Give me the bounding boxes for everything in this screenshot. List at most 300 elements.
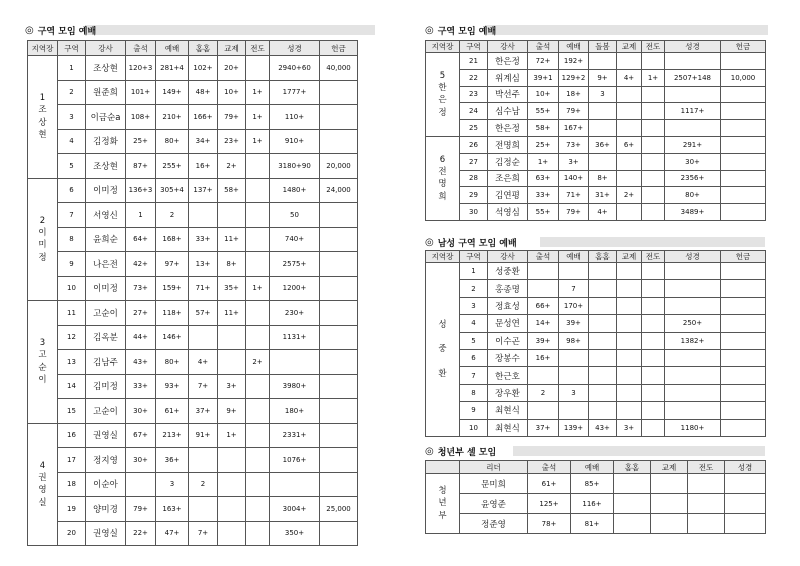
data-cell [218, 521, 246, 546]
data-cell: 27+ [126, 301, 156, 326]
data-cell [617, 263, 642, 280]
column-header: 돌봄 [589, 41, 617, 53]
data-cell [189, 448, 218, 473]
data-cell: 102+ [189, 56, 218, 81]
data-cell: 4 [460, 315, 488, 332]
data-cell [246, 497, 270, 522]
data-cell: 91+ [189, 423, 218, 448]
data-cell: 22 [460, 69, 488, 86]
data-cell: 17 [58, 448, 86, 473]
data-cell [189, 203, 218, 228]
data-cell: 67+ [126, 423, 156, 448]
data-cell: 3 [58, 105, 86, 130]
name-cell: 양미경 [86, 497, 126, 522]
data-cell: 10,000 [721, 69, 766, 86]
column-header: 강사 [488, 251, 528, 263]
group-label-char: 명 [438, 179, 447, 190]
data-cell [665, 349, 721, 366]
table-row [28, 423, 358, 448]
table-row [28, 276, 358, 301]
data-cell [218, 472, 246, 497]
data-cell [320, 227, 358, 252]
data-cell: 39+1 [528, 69, 559, 86]
data-cell [218, 350, 246, 375]
data-cell [614, 474, 651, 494]
data-cell: 44+ [126, 325, 156, 350]
data-cell: 43+ [126, 350, 156, 375]
group-label-char: 이 [38, 375, 47, 386]
data-cell: 47+ [156, 521, 189, 546]
column-header: 전도 [642, 41, 665, 53]
data-cell [642, 419, 665, 436]
data-cell: 1180+ [665, 419, 721, 436]
data-cell: 2 [460, 280, 488, 297]
group-label-char: 미 [38, 240, 47, 251]
data-cell: 213+ [156, 423, 189, 448]
data-cell [589, 153, 617, 170]
table-row [426, 384, 766, 401]
data-cell: 3980+ [270, 374, 320, 399]
data-cell: 16+ [528, 349, 559, 366]
name-cell: 박선주 [488, 86, 528, 103]
data-cell: 3 [589, 86, 617, 103]
data-cell: 2331+ [270, 423, 320, 448]
data-cell: 93+ [156, 374, 189, 399]
data-cell [589, 53, 617, 70]
table-row [426, 86, 766, 103]
name-cell: 성중환 [488, 263, 528, 280]
data-cell: 14+ [528, 315, 559, 332]
data-cell [320, 301, 358, 326]
column-header: 홈홈 [614, 461, 651, 474]
group-label-char: 은 [438, 95, 447, 106]
name-cell: 장우환 [488, 384, 528, 401]
data-cell [642, 120, 665, 137]
data-cell: 10+ [528, 86, 559, 103]
data-cell: 66+ [528, 297, 559, 314]
data-cell: 250+ [665, 315, 721, 332]
data-cell: 30 [460, 204, 488, 221]
column-header: 예배 [571, 461, 614, 474]
data-cell [246, 154, 270, 179]
section-title-text: 청년부 셀 모임 [437, 447, 497, 458]
right-top-section-title [425, 23, 765, 37]
group-label-char: 현 [38, 130, 47, 141]
data-cell: 37+ [528, 419, 559, 436]
data-cell [246, 448, 270, 473]
data-cell: 4 [58, 129, 86, 154]
data-cell [642, 86, 665, 103]
data-cell [721, 297, 766, 314]
data-cell [721, 136, 766, 153]
name-cell: 이수곤 [488, 332, 528, 349]
data-cell [725, 514, 766, 534]
data-cell [665, 53, 721, 70]
group-label-char: 한 [438, 83, 447, 94]
data-cell: 6 [58, 178, 86, 203]
left-table [27, 40, 358, 546]
data-cell [559, 263, 589, 280]
data-cell [528, 263, 559, 280]
title-bar [85, 25, 375, 35]
data-cell: 170+ [559, 297, 589, 314]
group-label-cell [426, 53, 460, 137]
data-cell: 81+ [571, 514, 614, 534]
data-cell [721, 384, 766, 401]
data-cell [246, 472, 270, 497]
data-cell: 4+ [589, 204, 617, 221]
data-cell [270, 472, 320, 497]
right-top-table [425, 40, 766, 221]
column-header: 성경 [665, 251, 721, 263]
data-cell: 1131+ [270, 325, 320, 350]
data-cell: 3004+ [270, 497, 320, 522]
group-label-char: 희 [438, 191, 447, 202]
data-cell: 1+ [528, 153, 559, 170]
name-cell: 김정화 [86, 129, 126, 154]
data-cell [642, 367, 665, 384]
data-cell [721, 367, 766, 384]
data-cell: 11 [58, 301, 86, 326]
table-row [426, 297, 766, 314]
name-cell: 이순아 [86, 472, 126, 497]
name-cell: 조상현 [86, 56, 126, 81]
right-mid-table [425, 250, 766, 437]
data-cell: 125+ [528, 494, 571, 514]
name-cell: 정효성 [488, 297, 528, 314]
data-cell [665, 120, 721, 137]
data-cell: 1200+ [270, 276, 320, 301]
data-cell: 1480+ [270, 178, 320, 203]
table-row [426, 69, 766, 86]
data-cell: 40,000 [320, 56, 358, 81]
data-cell: 7 [58, 203, 86, 228]
data-cell [665, 402, 721, 419]
data-cell: 4+ [189, 350, 218, 375]
group-label-char: 환 [438, 368, 447, 379]
data-cell: 2+ [218, 154, 246, 179]
table-row [28, 325, 358, 350]
data-cell: 2 [156, 203, 189, 228]
data-cell [642, 136, 665, 153]
data-cell [589, 120, 617, 137]
name-cell: 이금순a [86, 105, 126, 130]
column-header: 출석 [126, 41, 156, 56]
data-cell: 79+ [559, 103, 589, 120]
data-cell: 21 [460, 53, 488, 70]
table-row [28, 80, 358, 105]
data-cell [270, 350, 320, 375]
data-cell: 350+ [270, 521, 320, 546]
table-row [426, 136, 766, 153]
column-header: 지역장 [28, 41, 58, 56]
column-header: 홈홈 [589, 251, 617, 263]
data-cell [721, 315, 766, 332]
section-title-text: 구역 모임 예배 [37, 26, 97, 37]
group-label-cell [28, 178, 58, 301]
group-label-char: 부 [438, 510, 447, 521]
data-cell: 79+ [559, 204, 589, 221]
data-cell [218, 203, 246, 228]
column-header: 전도 [246, 41, 270, 56]
group-label-char: 청 [438, 486, 447, 497]
data-cell: 58+ [528, 120, 559, 137]
data-cell: 2+ [617, 187, 642, 204]
data-cell [721, 187, 766, 204]
data-cell: 64+ [126, 227, 156, 252]
column-header: 예배 [559, 251, 589, 263]
data-cell: 1382+ [665, 332, 721, 349]
group-label-char: 3 [39, 338, 46, 349]
name-cell: 이미정 [86, 178, 126, 203]
group-label-cell [426, 474, 460, 534]
data-cell: 34+ [189, 129, 218, 154]
data-cell [614, 494, 651, 514]
column-header: 교제 [617, 251, 642, 263]
data-cell [721, 170, 766, 187]
table-row [426, 187, 766, 204]
data-cell: 61+ [528, 474, 571, 494]
data-cell: 33+ [126, 374, 156, 399]
name-cell: 원준희 [86, 80, 126, 105]
name-cell: 김미정 [86, 374, 126, 399]
data-cell [320, 399, 358, 424]
data-cell: 9+ [589, 69, 617, 86]
data-cell: 48+ [189, 80, 218, 105]
data-cell [642, 204, 665, 221]
data-cell [642, 153, 665, 170]
data-cell [246, 301, 270, 326]
data-cell [721, 120, 766, 137]
data-cell: 5 [460, 332, 488, 349]
data-cell: 1+ [246, 80, 270, 105]
column-header: 강사 [86, 41, 126, 56]
data-cell: 101+ [126, 80, 156, 105]
data-cell [665, 263, 721, 280]
name-cell: 고순이 [86, 301, 126, 326]
data-cell: 1 [58, 56, 86, 81]
data-cell [665, 297, 721, 314]
table-row [28, 497, 358, 522]
data-cell [218, 448, 246, 473]
column-header: 예배 [156, 41, 189, 56]
data-cell [320, 80, 358, 105]
data-cell: 9 [460, 402, 488, 419]
data-cell: 1 [460, 263, 488, 280]
column-header: 전도 [688, 461, 725, 474]
data-cell [617, 349, 642, 366]
data-cell: 7+ [189, 374, 218, 399]
data-cell: 140+ [559, 170, 589, 187]
table-row [28, 301, 358, 326]
data-cell: 1777+ [270, 80, 320, 105]
double-circle-icon: ◎ [25, 24, 34, 36]
right-bot-table [425, 460, 766, 534]
data-cell: 291+ [665, 136, 721, 153]
name-cell: 윤영준 [460, 494, 528, 514]
header-row [426, 251, 766, 263]
data-cell: 23 [460, 86, 488, 103]
data-cell: 10 [58, 276, 86, 301]
name-cell: 위계심 [488, 69, 528, 86]
data-cell: 87+ [126, 154, 156, 179]
data-cell [589, 263, 617, 280]
name-cell: 김연평 [488, 187, 528, 204]
column-header: 지역장 [426, 251, 460, 263]
data-cell: 8 [58, 227, 86, 252]
data-cell: 72+ [528, 53, 559, 70]
data-cell: 42+ [126, 252, 156, 277]
data-cell: 4+ [617, 69, 642, 86]
table-row [426, 514, 766, 534]
group-label-char: 2 [39, 215, 46, 226]
data-cell [721, 263, 766, 280]
column-header: 헌금 [721, 41, 766, 53]
data-cell: 33+ [189, 227, 218, 252]
data-cell: 63+ [528, 170, 559, 187]
table-row [28, 252, 358, 277]
name-cell: 조상현 [86, 154, 126, 179]
data-cell [589, 332, 617, 349]
data-cell: 14 [58, 374, 86, 399]
data-cell [617, 103, 642, 120]
data-cell [246, 227, 270, 252]
data-cell [246, 178, 270, 203]
table-row [426, 120, 766, 137]
data-cell [528, 402, 559, 419]
data-cell: 22+ [126, 521, 156, 546]
table-row [28, 178, 358, 203]
data-cell: 10+ [218, 80, 246, 105]
data-cell: 1+ [246, 105, 270, 130]
data-cell: 7 [559, 280, 589, 297]
name-cell: 한은정 [488, 120, 528, 137]
data-cell [617, 53, 642, 70]
data-cell: 149+ [156, 80, 189, 105]
data-cell [721, 419, 766, 436]
group-label-cell [426, 136, 460, 220]
data-cell: 58+ [218, 178, 246, 203]
data-cell [617, 402, 642, 419]
data-cell: 73+ [559, 136, 589, 153]
data-cell: 25+ [126, 129, 156, 154]
data-cell: 79+ [218, 105, 246, 130]
data-cell [246, 56, 270, 81]
table-row [426, 153, 766, 170]
data-cell: 129+2 [559, 69, 589, 86]
table-row [28, 129, 358, 154]
table-row [28, 521, 358, 546]
data-cell: 1076+ [270, 448, 320, 473]
column-header: 출석 [528, 41, 559, 53]
data-cell: 8+ [218, 252, 246, 277]
data-cell: 3+ [559, 153, 589, 170]
data-cell: 3 [460, 297, 488, 314]
table-row [426, 170, 766, 187]
name-cell: 권영실 [86, 521, 126, 546]
data-cell: 167+ [559, 120, 589, 137]
right-mid-section-title [425, 235, 765, 249]
data-cell: 1 [126, 203, 156, 228]
table-row [426, 349, 766, 366]
data-cell: 136+3 [126, 178, 156, 203]
data-cell [617, 204, 642, 221]
data-cell: 1+ [642, 69, 665, 86]
data-cell: 2 [189, 472, 218, 497]
data-cell: 26 [460, 136, 488, 153]
data-cell: 2+ [246, 350, 270, 375]
data-cell: 29 [460, 187, 488, 204]
data-cell [665, 280, 721, 297]
data-cell [617, 120, 642, 137]
data-cell: 43+ [589, 419, 617, 436]
data-cell: 33+ [528, 187, 559, 204]
data-cell [665, 384, 721, 401]
data-cell [665, 367, 721, 384]
name-cell: 최현식 [488, 419, 528, 436]
group-label-char: 정 [438, 107, 447, 118]
data-cell: 118+ [156, 301, 189, 326]
name-cell: 김옥분 [86, 325, 126, 350]
data-cell: 85+ [571, 474, 614, 494]
data-cell: 8+ [589, 170, 617, 187]
data-cell: 11+ [218, 301, 246, 326]
data-cell [651, 474, 688, 494]
data-cell [218, 497, 246, 522]
data-cell [589, 349, 617, 366]
data-cell [320, 276, 358, 301]
data-cell: 137+ [189, 178, 218, 203]
data-cell [617, 367, 642, 384]
data-cell: 2356+ [665, 170, 721, 187]
column-header: 구역 [460, 41, 488, 53]
table-row [426, 474, 766, 494]
data-cell [721, 349, 766, 366]
title-bar [485, 25, 768, 35]
data-cell [589, 103, 617, 120]
group-label-char: 고 [38, 350, 47, 361]
data-cell [320, 448, 358, 473]
column-header: 헌금 [721, 251, 766, 263]
data-cell [642, 332, 665, 349]
data-cell: 1+ [218, 423, 246, 448]
data-cell: 30+ [126, 399, 156, 424]
data-cell [688, 474, 725, 494]
data-cell: 10 [460, 419, 488, 436]
left-section-title [25, 23, 355, 37]
column-header: 리더 [460, 461, 528, 474]
data-cell: 15 [58, 399, 86, 424]
group-label-char: 조 [38, 105, 47, 116]
data-cell [320, 325, 358, 350]
data-cell [642, 402, 665, 419]
data-cell: 5 [58, 154, 86, 179]
group-label-char [426, 331, 459, 343]
name-cell: 조은희 [488, 170, 528, 187]
data-cell: 80+ [665, 187, 721, 204]
table-row [426, 315, 766, 332]
data-cell: 3+ [218, 374, 246, 399]
group-label-char [426, 356, 459, 368]
name-cell: 김정순 [488, 153, 528, 170]
name-cell: 이미정 [86, 276, 126, 301]
data-cell: 11+ [218, 227, 246, 252]
data-cell: 24,000 [320, 178, 358, 203]
data-cell: 39+ [528, 332, 559, 349]
table-row [28, 374, 358, 399]
header-row [426, 461, 766, 474]
data-cell: 55+ [528, 204, 559, 221]
